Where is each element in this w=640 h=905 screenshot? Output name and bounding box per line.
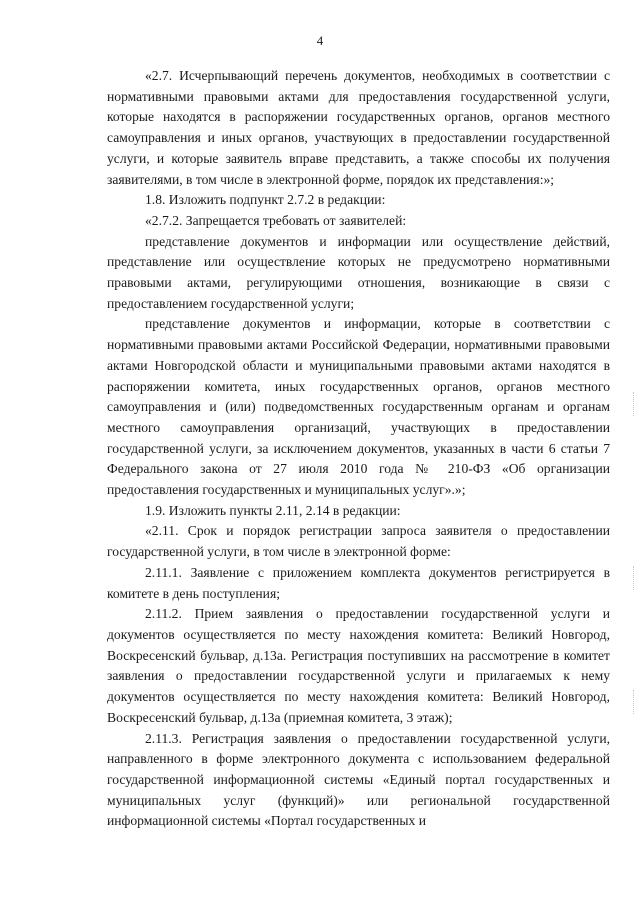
paragraph-prohibition-2: представление документов и информации, которые в соответствии с нормативными правовыми актами Российской Федерации, нормативными правовыми актами Новгородской области и муниципальными правовыми актами находятся в распоряжении комитета, иных государственных органов, органов местного самоуправления и (или) подведомственных государственным органам и органам местного самоуправления организаций, участвующих в предоставлении государственной услуги, за исключением документов, указанных в части 6 статьи 7 Федерального закона от 27 июля 2010 года № 210-ФЗ «Об организации предоставления государственных и муниципальных услуг».»; bbox=[107, 316, 610, 498]
paragraph-2-11-2: 2.11.2. Прием заявления о предоставлении государственной услуги и документов осуществляется по месту нахождения комитета: Великий Новгород, Воскресенский бульвар, д.13а. Регистрация поступивших на рассмотрение в комитет заявления о предоставлении государственной услуги и прилагаемых к нему документов осуществляется по месту нахождения комитета: Великий Новгород, Воскресенский бульвар, д.13а (приемная комитета, 3 этаж); bbox=[107, 606, 610, 725]
scan-edge-mark bbox=[633, 566, 637, 590]
paragraph-2-11: «2.11. Срок и порядок регистрации запроса заявителя о предоставлении государственной услуги, в том числе в электронной форме: bbox=[107, 523, 610, 560]
scan-edge-mark bbox=[633, 690, 637, 714]
paragraph-1-9: 1.9. Изложить пункты 2.11, 2.14 в редакции: bbox=[145, 502, 401, 518]
paragraph-2-11-3: 2.11.3. Регистрация заявления о предоставлении государственной услуги, направленного в форме электронного документа с использованием федеральной государственной информационной системы «Единый портал государственных и муниципальных услуг (функций)» или региональной государственной информационной системы «Портал государственных и bbox=[107, 730, 610, 829]
paragraph-2-11-1: 2.11.1. Заявление с приложением комплекта документов регистрируется в комитете в день поступления; bbox=[107, 564, 610, 601]
paragraph-2-7-2: «2.7.2. Запрещается требовать от заявителей: bbox=[145, 212, 407, 228]
scan-edge-mark bbox=[633, 392, 637, 416]
page-number: 4 bbox=[316, 33, 324, 48]
paragraph-2-7: «2.7. Исчерпывающий перечень документов, необходимых в соответствии с нормативными правовыми актами для предоставления государственной услуги, которые находятся в распоряжении государственных органов, органов местного самоуправления и иных органов, участвующих в предоставлении государственной услуги, и которые заявитель вправе представить, а также способы их получения заявителями, в том числе в электронной форме, порядок их представления:»; bbox=[107, 68, 610, 187]
document-body bbox=[107, 66, 610, 832]
paragraph-prohibition-1: представление документов и информации или осуществление действий, представление или осуществление которых не предусмотрено нормативными правовыми актами, регулирующими отношения, возникающие в связи с предоставлением государственной услуги; bbox=[107, 233, 610, 311]
paragraph-1-8: 1.8. Изложить подпункт 2.7.2 в редакции: bbox=[145, 192, 386, 208]
